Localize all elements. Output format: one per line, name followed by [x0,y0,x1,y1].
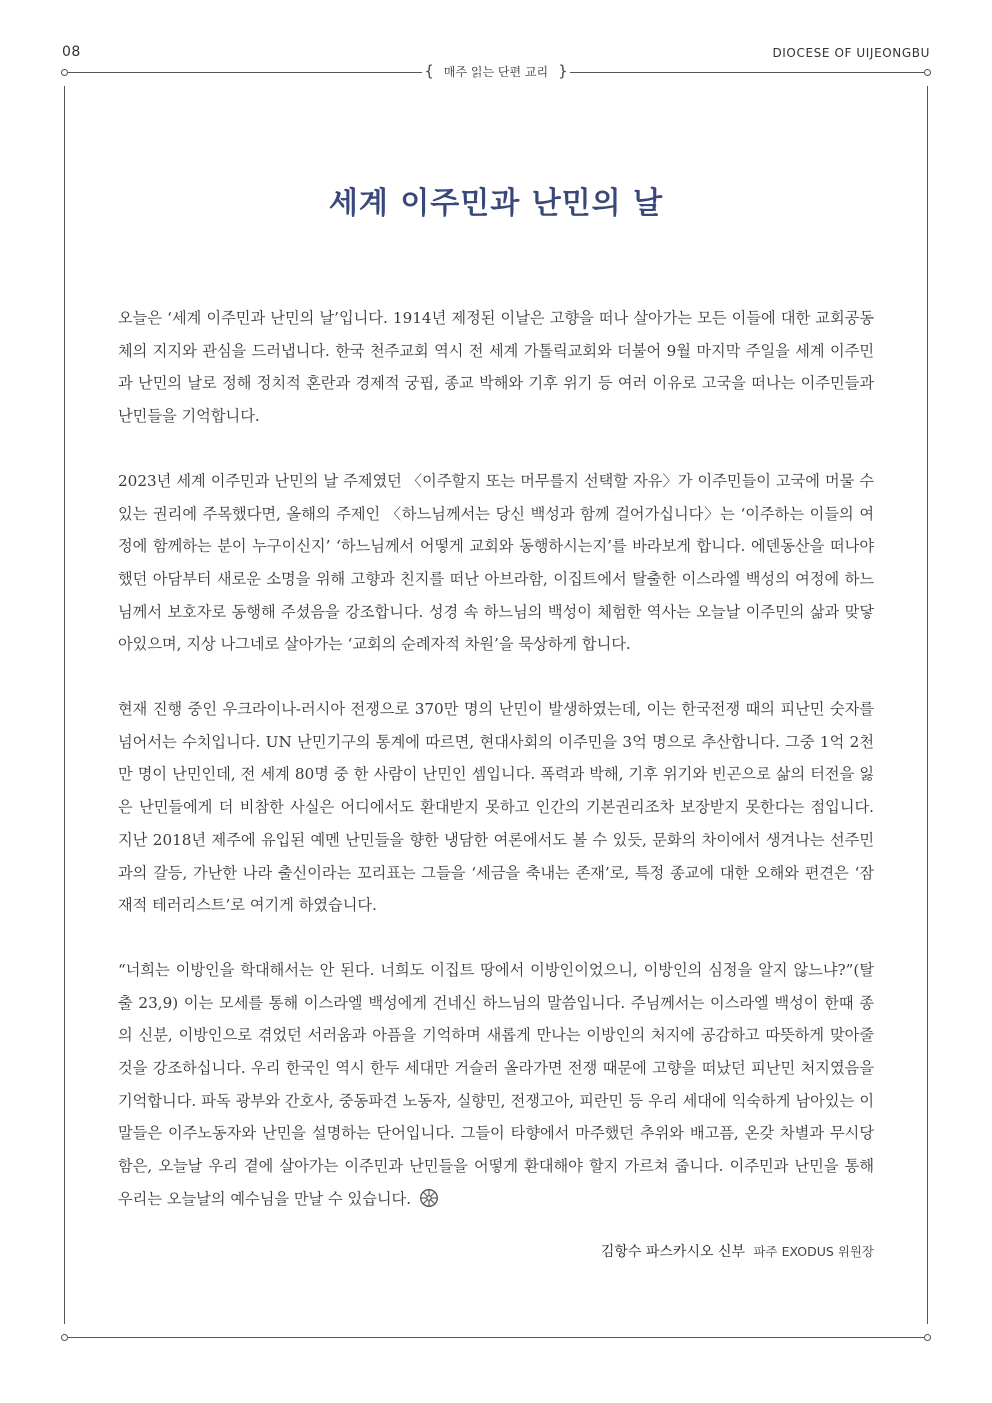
wheel-ornament-icon [419,1187,439,1220]
author-signature [601,1241,874,1261]
article-body [118,302,874,1220]
section-label-text: 매주 읽는 단편 교리 [443,65,549,79]
frame-bottom-line [68,1337,924,1338]
frame-corner-bottom-left [61,1334,68,1341]
article-title: 세계 이주민과 난민의 날 [328,186,664,221]
frame-corner-bottom-right [924,1334,931,1341]
section-label [422,62,570,80]
paragraph-4-text: “너희는 이방인을 학대해서는 안 된다. 너희도 이집트 땅에서 이방인이었으니, 이방인의 심정을 알지 않느냐?”(탈출 23,9) 이는 모세를 통해 이스라엘 백성에게 건네신 하느님의 말씀입니다. 주님께서는 이스라엘 백성이 한때 종의 신분, 이방인으로 겪었던 서러움과 아픔을 기억하며 새롭게 만나는 이방인의 처지에 공감하고 따뜻하게 맞아줄 것을 강조하십니다. 우리 한국인 역시 한두 세대만 거슬러 올라가면 전쟁 때문에 고향을 떠났던 피난민 처지였음을 기억합니다. 파독 광부와 간호사, 중동파견 노동자, 실향민, 전쟁고아, 피란민 등 우리 세대에 익숙하게 남아있는 이 말들은 이주노동자와 난민을 설명하는 단어입니다. 그들이 타향에서 마주했던 추위와 배고픔, 온갖 차별과 무시당함은, 오늘날 우리 곁에 살아가는 이주민과 난민들을 어떻게 환대해야 할지 가르쳐 줍니다. 이주민과 난민을 통해 우리는 오늘날의 예수님을 만날 수 있습니다. [118,960,874,1208]
frame-top-right-line [570,72,924,73]
author-role: 파주 EXODUS 위원장 [753,1244,874,1259]
frame-top-left-line [68,72,422,73]
paragraph-4 [118,954,874,1220]
right-brace-icon: } [558,62,568,80]
paragraph-3: 현재 진행 중인 우크라이나-러시아 전쟁으로 370만 명의 난민이 발생하였는데, 이는 한국전쟁 때의 피난민 숫자를 넘어서는 수치입니다. UN 난민기구의 통계에 따르면, 현대사회의 이주민을 3억 명으로 추산합니다. 그중 1억 2천만 명이 난민인데, 전 세계 80명 중 한 사람이 난민인 셈입니다. 폭력과 박해, 기후 위기와 빈곤으로 삶의 터전을 잃은 난민들에게 더 비참한 사실은 어디에서도 환대받지 못하고 인간의 기본권리조차 보장받지 못한다는 점입니다. 지난 2018년 제주에 유입된 예멘 난민들을 향한 냉담한 여론에서도 볼 수 있듯, 문화의 차이에서 생겨나는 선주민과의 갈등, 가난한 나라 출신이라는 꼬리표는 그들을 ‘세금을 축내는 존재’로, 특정 종교에 대한 오해와 편견은 ‘잠재적 테러리스트’로 여기게 하였습니다. [118,700,874,915]
page-number: 08 [62,44,81,60]
frame-left-line [64,86,65,1324]
frame-right-line [927,86,928,1324]
author-name: 김항수 파스카시오 신부 [600,1244,745,1260]
paragraph-2: 2023년 세계 이주민과 난민의 날 주제였던 〈이주할지 또는 머무를지 선택할 자유〉가 이주민들이 고국에 머물 수 있는 권리에 주목했다면, 올해의 주제인 〈하느님께서는 당신 백성과 함께 걸어가십니다〉는 ‘이주하는 이들의 여정에 함께하는 분이 누구이신지’ ‘하느님께서 어떻게 교회와 동행하시는지’를 바라보게 합니다. 에덴동산을 떠나야 했던 아담부터 새로운 소명을 위해 고향과 친지를 떠난 아브라함, 이집트에서 탈출한 이스라엘 백성의 여정에 하느님께서 보호자로 동행해 주셨음을 강조합니다. 성경 속 하느님의 백성이 체험한 역사는 오늘날 이주민의 삶과 맞닿아있으며, 지상 나그네로 살아가는 ‘교회의 순례자적 차원’을 묵상하게 합니다. [118,471,874,654]
left-brace-icon: { [424,62,434,80]
paragraph-1: 오늘은 ‘세계 이주민과 난민의 날’입니다. 1914년 제정된 이날은 고향을 떠나 살아가는 모든 이들에 대한 교회공동체의 지지와 관심을 드러냅니다. 한국 천주교회 역시 전 세계 가톨릭교회와 더불어 9월 마지막 주일을 세계 이주민과 난민의 날로 정해 정치적 혼란과 경제적 궁핍, 종교 박해와 기후 위기 등 여러 이유로 고국을 떠나는 이주민들과 난민들을 기억합니다. [118,309,874,426]
frame-corner-top-right [924,69,931,76]
publisher-name: DIOCESE OF UIJEONGBU [772,46,930,60]
frame-corner-top-left [61,69,68,76]
